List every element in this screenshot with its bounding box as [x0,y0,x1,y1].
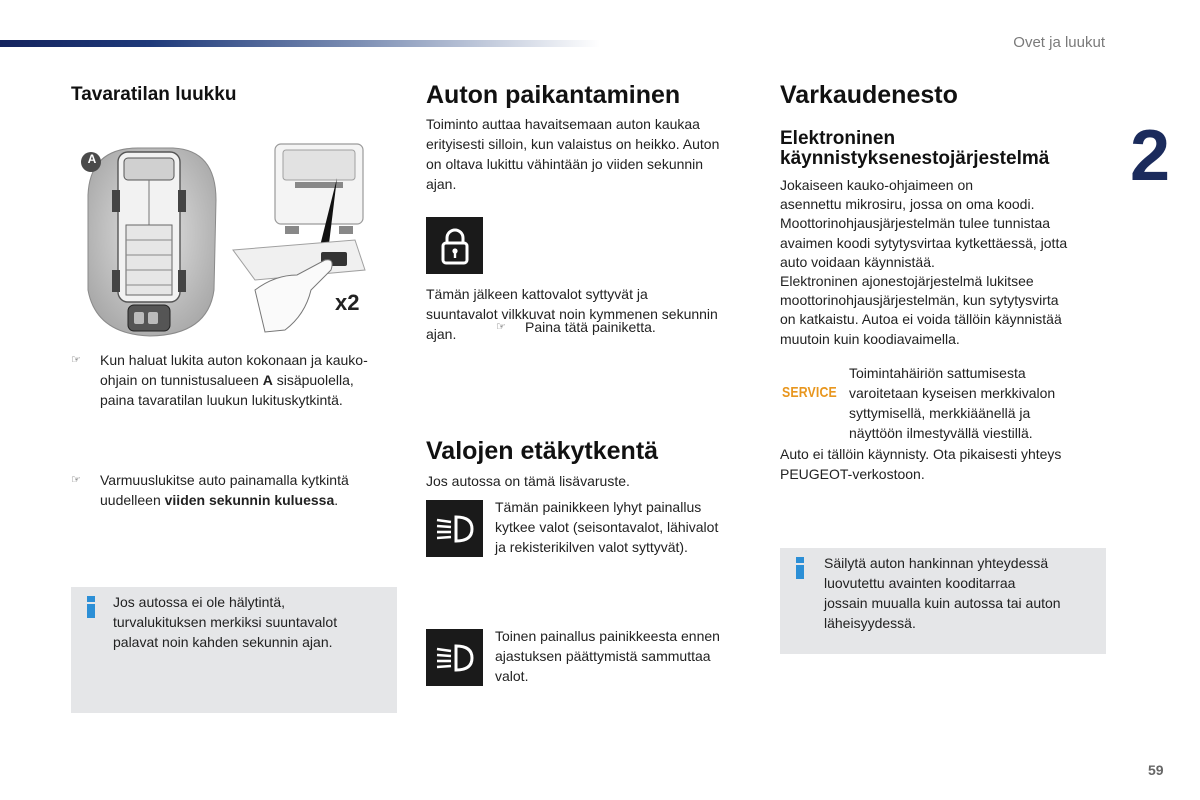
info-icon [796,557,804,579]
lighting-button-icon-box-2 [426,629,483,686]
remote-lighting-option-note: Jos autossa on tämä lisävaruste. [426,473,630,489]
press-twice-label: x2 [335,290,360,315]
press-button-instruction: ☞ Paina tätä painiketta. [496,319,656,335]
bullet-marker-icon: ☞ [71,474,81,486]
service-warning-icon: SERVICE [782,384,837,401]
lock-button-icon-box [426,217,483,274]
headlamp-icon [434,513,476,545]
bullet-marker-icon: ☞ [71,354,81,366]
section-title: Ovet ja luukut [1013,34,1105,51]
tailgate-heading: Tavaratilan luukku [71,84,237,105]
bullet-lock-instruction: ☞ Kun haluat lukita auton kokonaan ja kauko- ohjain on tunnistusalueen A sisäpuolella, paina tavaratilan luukun lukituskytkintä. [71,352,368,408]
bullet-deadlock-instruction: ☞ Varmuuslukitse auto painamalla kytkintä uudelleen viiden sekunnin kuluessa. [71,472,349,508]
lighting-button-icon-box [426,500,483,557]
anti-theft-heading: Varkaudenesto [780,81,958,109]
page-number: 59 [1148,762,1164,778]
car-detection-zone-illustration [78,140,223,340]
info-icon [87,596,95,618]
vehicle-locator-heading: Auton paikantaminen [426,81,681,109]
bullet-marker-icon: ☞ [496,321,506,333]
service-followup-text: Auto ei tällöin käynnisty. Ota pikaisesti yhteys PEUGEOT-verkostoon. [780,446,1062,482]
padlock-icon [440,227,470,265]
info-text-no-alarm: Jos autossa ei ole hälytintä, turvalukituksen merkiksi suuntavalot palavat noin kahden sekunnin ajan. [113,594,338,650]
second-press-text: Toinen painallus painikkeesta ennen ajastuksen päättymistä sammuttaa valot. [495,628,720,684]
header-accent-bar [0,40,600,47]
vehicle-locator-result: Tämän jälkeen kattovalot syttyvät ja suuntavalot vilkkuvat noin kymmenen sekunnin ajan. [426,286,718,342]
chapter-number: 2 [1130,116,1171,196]
headlamp-icon [434,642,476,674]
vehicle-locator-intro: Toiminto auttaa havaitsemaan auton kaukaa erityisesti silloin, kun valaistus on heikko. Auton on oltava lukittu vähintään jo viiden sekunnin ajan. [426,116,720,192]
service-warning-text: Toimintahäiriön sattumisesta varoitetaan kyseisen merkkivalon syttymisellä, merkkiäänellä ja näyttöön ilmestyvällä viestillä. [849,365,1056,441]
immobiliser-body: Jokaiseen kauko-ohjaimeen on asennettu mikrosiru, jossa on oma koodi. Moottorinohjausjärjestelmän tulee tunnistaa avaimen koodi sytytysvirtaa kytkettäessä, jotta auto voidaan käynnistää. Elektroninen ajonestojärjestelmä lukitsee moottorinohjausjärjestelmän, kun sytytysvirta on katkaistu. Autoa ei voida tällöin käynnistää muutoin kuin koodiavaimella. [780,177,1068,347]
remote-lighting-heading: Valojen etäkytkentä [426,437,659,465]
short-press-text: Tämän painikkeen lyhyt painallus kytkee valot (seisontavalot, lähivalot ja rekisterikilven valot syttyvät). [495,499,719,555]
zone-a-label: A [87,152,97,166]
info-text-key-code: Säilytä auton hankinnan yhteydessä luovutettu avainten kooditarraa jossain muualla kuin autossa tai auton läheisyydessä. [824,555,1061,631]
immobiliser-subheading: Elektroninen käynnistyksenestojärjestelmä [780,128,1050,169]
